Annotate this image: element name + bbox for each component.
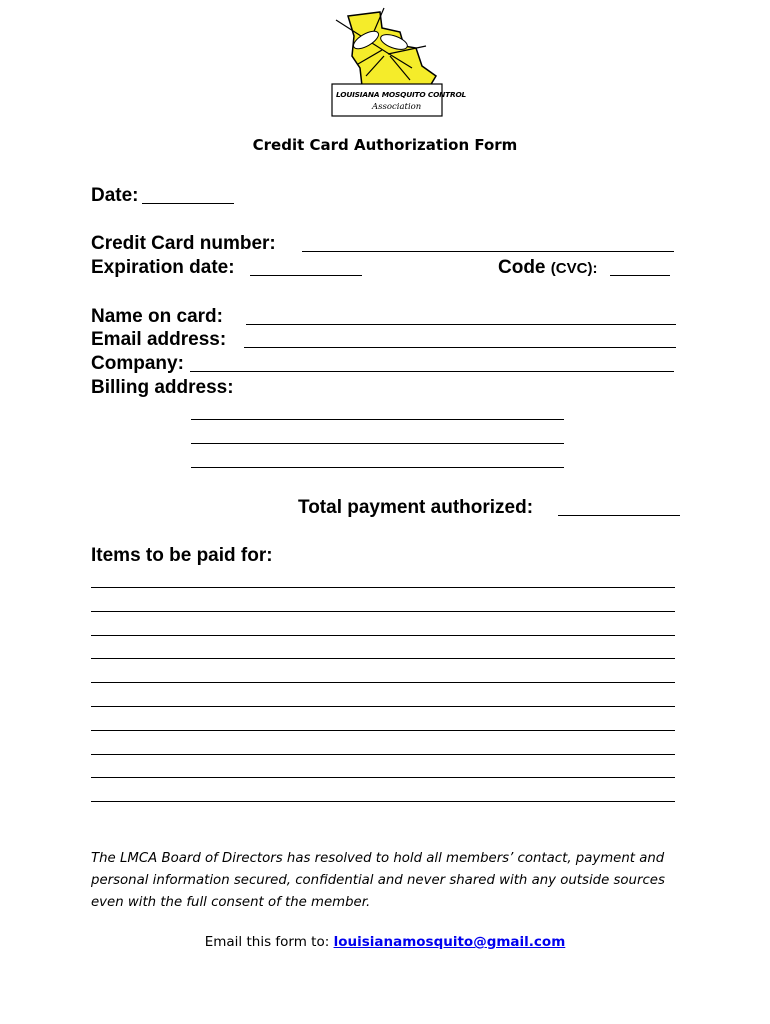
card-number-label: Credit Card number:	[91, 233, 276, 254]
company-field[interactable]	[190, 371, 674, 372]
email-instruction-prefix: Email this form to:	[204, 934, 334, 950]
billing-address-line[interactable]	[191, 467, 564, 468]
cvc-label	[498, 256, 597, 281]
lmca-logo	[326, 6, 467, 118]
items-label: Items to be paid for:	[91, 545, 273, 566]
items-line[interactable]	[91, 730, 675, 731]
total-payment-label: Total payment authorized:	[298, 497, 534, 518]
cvc-label-main: Code	[498, 257, 546, 278]
name-on-card-label: Name on card:	[91, 306, 223, 327]
email-instruction	[0, 934, 770, 950]
email-link[interactable]: louisianamosquito@gmail.com	[333, 934, 566, 950]
company-label: Company:	[91, 353, 184, 374]
expiration-label: Expiration date:	[91, 257, 235, 278]
email-label: Email address:	[91, 329, 227, 350]
date-label: Date:	[91, 185, 139, 206]
items-line[interactable]	[91, 706, 675, 707]
billing-address-line[interactable]	[191, 419, 564, 420]
items-line[interactable]	[91, 777, 675, 778]
privacy-note: The LMCA Board of Directors has resolved to hold all members’ contact, payment and personal information secured, confidential and never shared with any outside sources even with the full consent of the member.	[91, 851, 665, 910]
name-on-card-field[interactable]	[246, 324, 676, 325]
total-payment-field[interactable]	[558, 515, 680, 516]
logo-line1: LOUISIANA MOSQUITO CONTROL	[336, 90, 467, 99]
items-line[interactable]	[91, 635, 675, 636]
items-line[interactable]	[91, 587, 675, 588]
billing-address-label: Billing address:	[91, 377, 234, 398]
items-line[interactable]	[91, 801, 675, 802]
form-title: Credit Card Authorization Form	[252, 136, 518, 154]
items-line[interactable]	[91, 754, 675, 755]
items-line[interactable]	[91, 611, 675, 612]
card-number-field[interactable]	[302, 251, 674, 252]
items-line[interactable]	[91, 682, 675, 683]
items-line[interactable]	[91, 658, 675, 659]
logo-line2: Association	[372, 102, 422, 112]
expiration-field[interactable]	[250, 275, 362, 276]
cvc-field[interactable]	[610, 275, 670, 276]
date-field[interactable]	[142, 203, 234, 204]
cvc-label-sub: (CVC):	[550, 260, 598, 277]
email-field[interactable]	[244, 347, 676, 348]
billing-address-line[interactable]	[191, 443, 564, 444]
